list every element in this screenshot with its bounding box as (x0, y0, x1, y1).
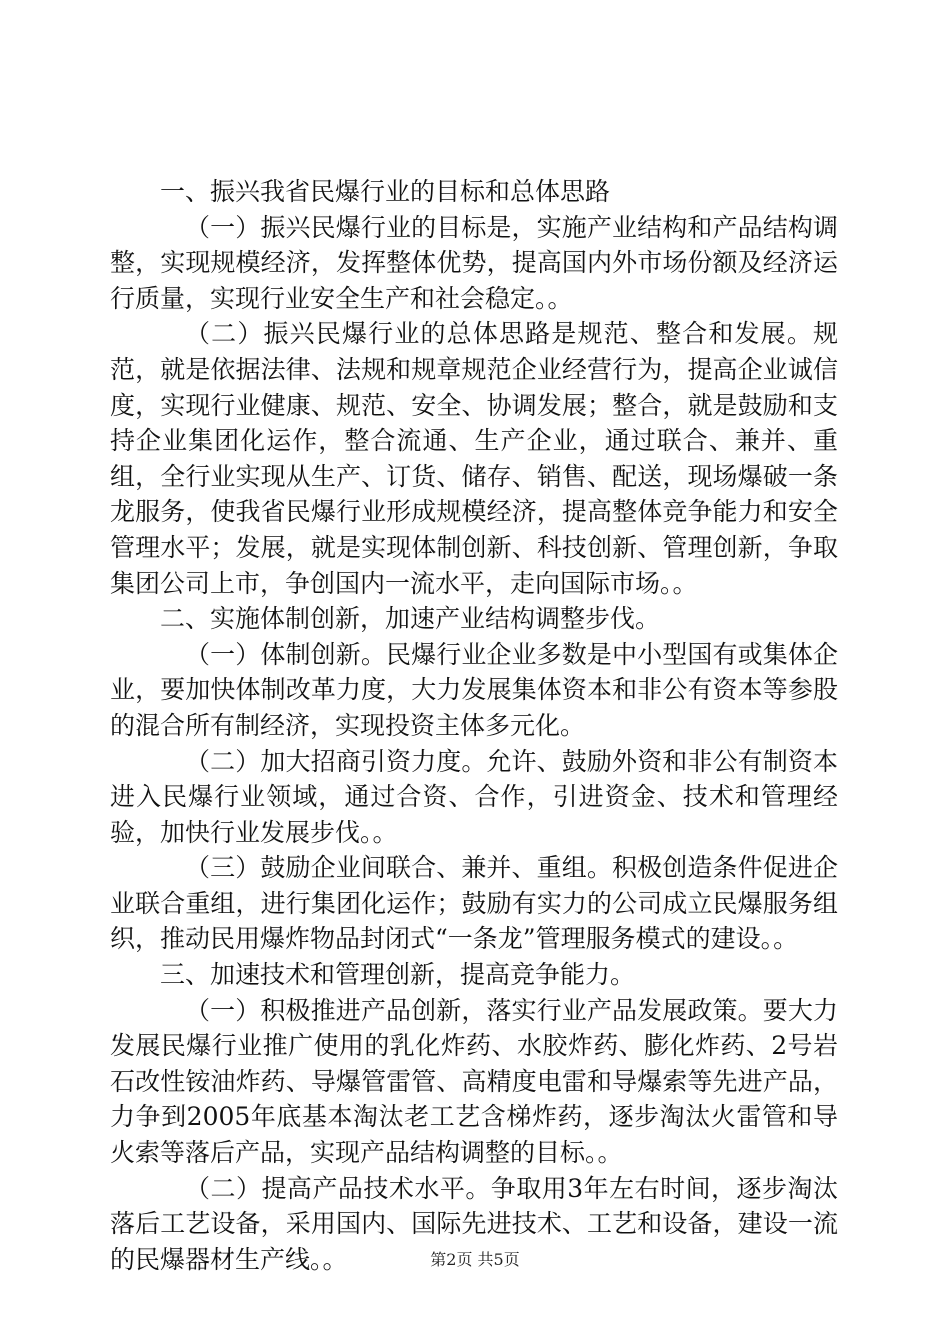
paragraph-overall-approach: （二）振兴民爆行业的总体思路是规范、整合和发展。规范，就是依据法律、法规和规章规范企业经营行为，提高企业诚信度，实现行业健康、规范、安全、协调发展；整合，就是鼓励和支持企业集团化运作，整合流通、生产企业，通过联合、兼并、重组，全行业实现从生产、订货、储存、销售、配送，现场爆破一条龙服务，使我省民爆行业形成规模经济，提高整体竞争能力和安全管理水平；发展，就是实现体制创新、科技创新、管理创新，争取集团公司上市，争创国内一流水平，走向国际市场。。 (110, 319, 838, 598)
paragraph-goal: （一）振兴民爆行业的目标是，实施产业结构和产品结构调整，实现规模经济，发挥整体优势，提高国内外市场份额及经济运行质量，实现行业安全生产和社会稳定。。 (110, 212, 838, 313)
paragraph-investment: （二）加大招商引资力度。允许、鼓励外资和非公有制资本进入民爆行业领域，通过合资、合作，引进资金、技术和管理经验，加快行业发展步伐。。 (110, 746, 838, 847)
paragraph-product-innovation: （一）积极推进产品创新，落实行业产品发展政策。要大力发展民爆行业推广使用的乳化炸药、水胶炸药、膨化炸药、2号岩石改性铵油炸药、导爆管雷管、高精度电雷和导爆索等先进产品，力争到2005年底基本淘汰老工艺含梯炸药，逐步淘汰火雷管和导火索等落后产品，实现产品结构调整的目标。。 (110, 995, 838, 1168)
paragraph-mergers: （三）鼓励企业间联合、兼并、重组。积极创造条件促进企业联合重组，进行集团化运作；鼓励有实力的公司成立民爆服务组织，推动民用爆炸物品封闭式“一条龙”管理服务模式的建设。。 (110, 853, 838, 954)
page-number-footer: 第2页 共5页 (430, 1250, 520, 1269)
paragraph-system-innovation: （一）体制创新。民爆行业企业多数是中小型国有或集体企业，要加快体制改革力度，大力发展集体资本和非公有资本等参股的混合所有制经济，实现投资主体多元化。 (110, 639, 838, 740)
section-heading-2: 二、实施体制创新，加速产业结构调整步伐。 (160, 604, 661, 634)
paragraph-technology-level: （二）提高产品技术水平。争取用3年左右时间，逐步淘汰落后工艺设备，采用国内、国际先进技术、工艺和设备，建设一流的民爆器材生产线。。 (110, 1173, 838, 1274)
section-heading-3: 三、加速技术和管理创新，提高竞争能力。 (160, 960, 636, 990)
section-heading-1: 一、振兴我省民爆行业的目标和总体思路 (160, 177, 611, 206)
document-body (110, 174, 838, 1277)
